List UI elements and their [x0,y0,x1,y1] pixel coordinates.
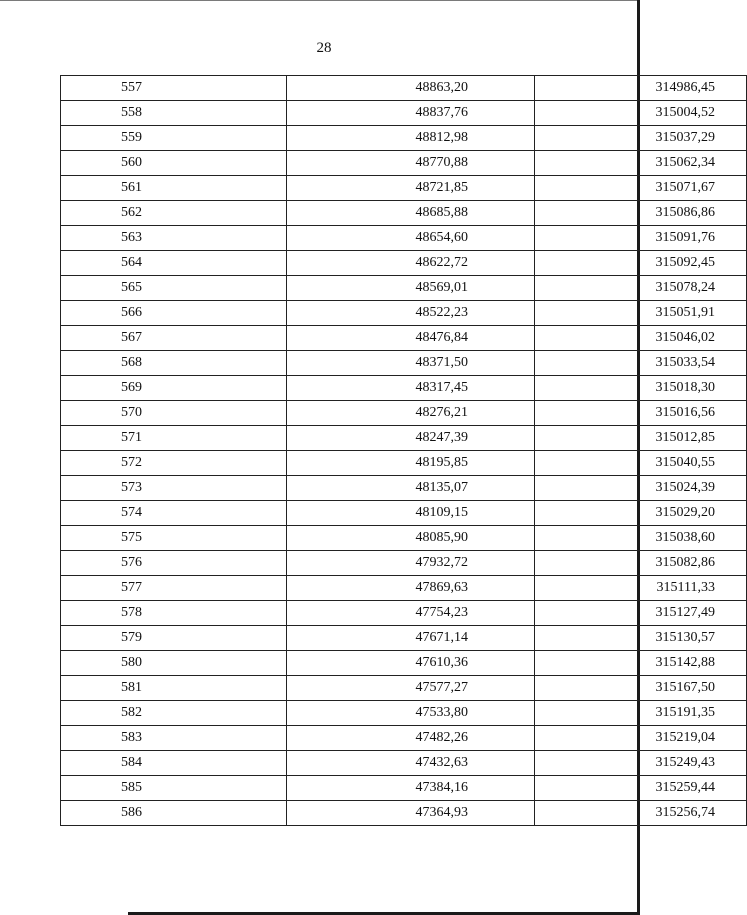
scan-edge-top [0,0,640,1]
point-number-cell: 586 [61,801,287,826]
point-number-cell: 570 [61,401,287,426]
point-number-cell: 560 [61,151,287,176]
y-coordinate-cell: 315219,04 [535,726,747,751]
x-coordinate-cell: 48837,76 [287,101,535,126]
x-coordinate-cell: 48317,45 [287,376,535,401]
point-number-cell: 576 [61,551,287,576]
x-coordinate-cell: 47384,16 [287,776,535,801]
table-row [61,201,747,226]
point-number-cell: 558 [61,101,287,126]
y-coordinate-cell: 315078,24 [535,276,747,301]
y-coordinate-cell: 315167,50 [535,676,747,701]
x-coordinate-cell: 48812,98 [287,126,535,151]
table-row [61,776,747,801]
table-row [61,801,747,826]
table-row [61,151,747,176]
x-coordinate-cell: 48476,84 [287,326,535,351]
x-coordinate-cell: 48654,60 [287,226,535,251]
table-row [61,751,747,776]
y-coordinate-cell: 315092,45 [535,251,747,276]
table-row [61,101,747,126]
point-number-cell: 572 [61,451,287,476]
y-coordinate-cell: 315018,30 [535,376,747,401]
table-row [61,176,747,201]
table-row [61,401,747,426]
x-coordinate-cell: 48371,50 [287,351,535,376]
y-coordinate-cell: 315051,91 [535,301,747,326]
table-row [61,226,747,251]
y-coordinate-cell: 315033,54 [535,351,747,376]
table-row [61,251,747,276]
point-number-cell: 583 [61,726,287,751]
y-coordinate-cell: 315062,34 [535,151,747,176]
table-row [61,476,747,501]
x-coordinate-cell: 47869,63 [287,576,535,601]
y-coordinate-cell: 315111,33 [535,576,747,601]
coordinates-table [60,75,747,826]
y-coordinate-cell: 314986,45 [535,76,747,101]
point-number-cell: 585 [61,776,287,801]
table-row [61,726,747,751]
point-number-cell: 582 [61,701,287,726]
y-coordinate-cell: 315046,02 [535,326,747,351]
x-coordinate-cell: 47482,26 [287,726,535,751]
y-coordinate-cell: 315191,35 [535,701,747,726]
x-coordinate-cell: 47671,14 [287,626,535,651]
y-coordinate-cell: 315082,86 [535,551,747,576]
y-coordinate-cell: 315249,43 [535,751,747,776]
table-row [61,301,747,326]
table-row [61,451,747,476]
table-row [61,326,747,351]
y-coordinate-cell: 315256,74 [535,801,747,826]
y-coordinate-cell: 315037,29 [535,126,747,151]
point-number-cell: 569 [61,376,287,401]
point-number-cell: 581 [61,676,287,701]
x-coordinate-cell: 48863,20 [287,76,535,101]
y-coordinate-cell: 315016,56 [535,401,747,426]
x-coordinate-cell: 48770,88 [287,151,535,176]
y-coordinate-cell: 315040,55 [535,451,747,476]
x-coordinate-cell: 48569,01 [287,276,535,301]
table-row [61,576,747,601]
y-coordinate-cell: 315012,85 [535,426,747,451]
table-row [61,651,747,676]
point-number-cell: 557 [61,76,287,101]
table-row [61,76,747,101]
y-coordinate-cell: 315259,44 [535,776,747,801]
x-coordinate-cell: 47533,80 [287,701,535,726]
table-row [61,701,747,726]
point-number-cell: 578 [61,601,287,626]
x-coordinate-cell: 48085,90 [287,526,535,551]
x-coordinate-cell: 48276,21 [287,401,535,426]
point-number-cell: 563 [61,226,287,251]
table-row [61,376,747,401]
point-number-cell: 562 [61,201,287,226]
table-row [61,126,747,151]
x-coordinate-cell: 47610,36 [287,651,535,676]
x-coordinate-cell: 48622,72 [287,251,535,276]
y-coordinate-cell: 315038,60 [535,526,747,551]
point-number-cell: 559 [61,126,287,151]
point-number-cell: 584 [61,751,287,776]
x-coordinate-cell: 48109,15 [287,501,535,526]
x-coordinate-cell: 47577,27 [287,676,535,701]
x-coordinate-cell: 48195,85 [287,451,535,476]
x-coordinate-cell: 48685,88 [287,201,535,226]
point-number-cell: 577 [61,576,287,601]
coordinates-table-body [61,76,747,826]
y-coordinate-cell: 315127,49 [535,601,747,626]
x-coordinate-cell: 48247,39 [287,426,535,451]
table-row [61,676,747,701]
table-row [61,551,747,576]
point-number-cell: 580 [61,651,287,676]
table-row [61,601,747,626]
point-number-cell: 568 [61,351,287,376]
y-coordinate-cell: 315029,20 [535,501,747,526]
point-number-cell: 573 [61,476,287,501]
point-number-cell: 575 [61,526,287,551]
point-number-cell: 561 [61,176,287,201]
x-coordinate-cell: 47932,72 [287,551,535,576]
point-number-cell: 567 [61,326,287,351]
table-row [61,351,747,376]
point-number-cell: 579 [61,626,287,651]
x-coordinate-cell: 47754,23 [287,601,535,626]
table-row [61,501,747,526]
y-coordinate-cell: 315086,86 [535,201,747,226]
x-coordinate-cell: 47432,63 [287,751,535,776]
y-coordinate-cell: 315130,57 [535,626,747,651]
table-row [61,426,747,451]
y-coordinate-cell: 315024,39 [535,476,747,501]
y-coordinate-cell: 315091,76 [535,226,747,251]
point-number-cell: 564 [61,251,287,276]
point-number-cell: 566 [61,301,287,326]
point-number-cell: 574 [61,501,287,526]
point-number-cell: 565 [61,276,287,301]
y-coordinate-cell: 315071,67 [535,176,747,201]
x-coordinate-cell: 48522,23 [287,301,535,326]
table-row [61,276,747,301]
x-coordinate-cell: 48721,85 [287,176,535,201]
x-coordinate-cell: 47364,93 [287,801,535,826]
table-row [61,526,747,551]
y-coordinate-cell: 315004,52 [535,101,747,126]
table-row [61,626,747,651]
x-coordinate-cell: 48135,07 [287,476,535,501]
page-number: 28 [316,40,332,56]
y-coordinate-cell: 315142,88 [535,651,747,676]
point-number-cell: 571 [61,426,287,451]
